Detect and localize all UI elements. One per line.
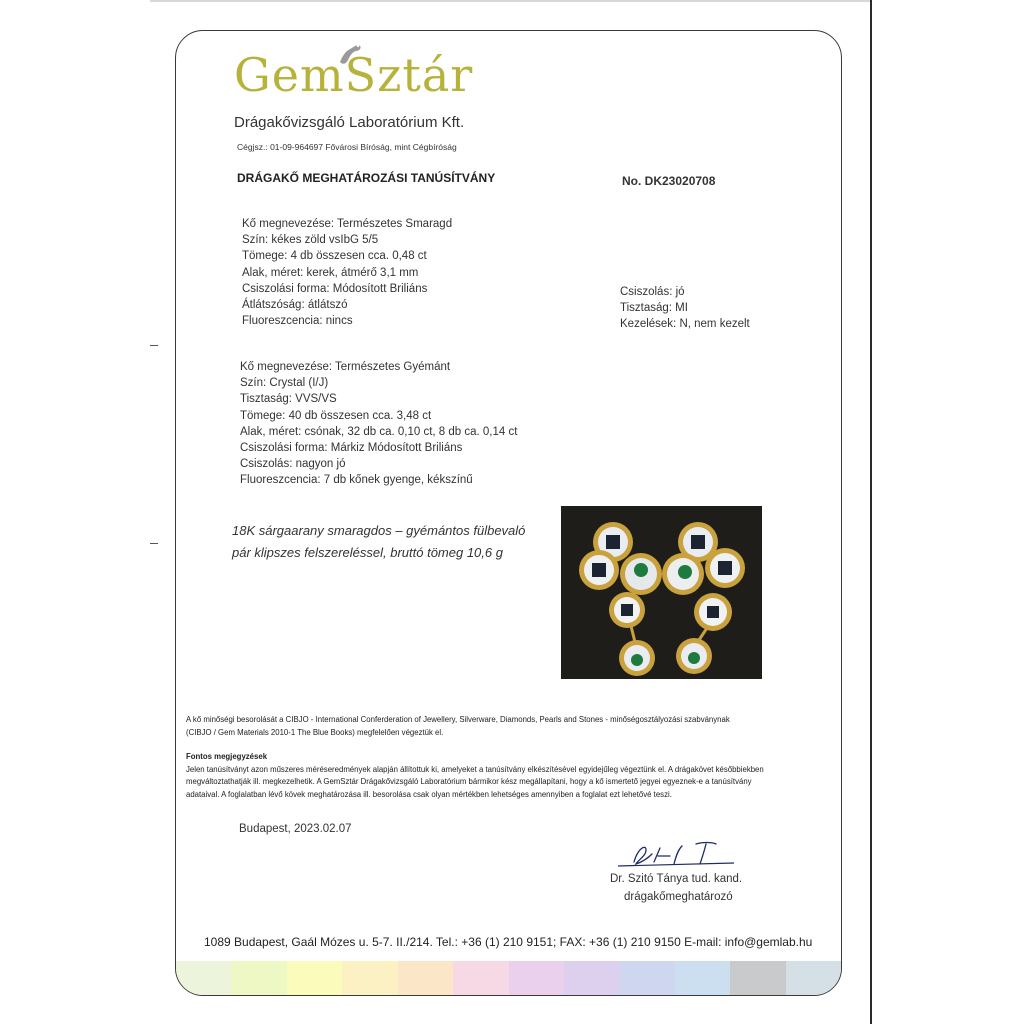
certificate-number: No. DK23020708: [622, 174, 716, 188]
important-notes: [186, 751, 764, 801]
color-swatch: [342, 961, 397, 996]
signer-name: Dr. Szitó Tánya tud. kand.: [610, 873, 743, 885]
color-calibration-strip: [176, 961, 841, 996]
fold-mark: [150, 345, 158, 346]
emerald-line: Kő megnevezése: Természetes Smaragd: [242, 218, 453, 230]
handwritten-signature: [612, 836, 740, 872]
notes-heading: Fontos megjegyzések: [186, 752, 268, 761]
diamond-details: [240, 359, 517, 489]
color-swatch: [176, 961, 231, 996]
scan-margin-left: [0, 0, 150, 1024]
fold-mark: [150, 543, 158, 544]
emerald-line: Átlátszóság: átlátszó: [242, 299, 348, 312]
emerald-line: Szín: kékes zöld vsIbG 5/5: [242, 234, 379, 247]
registration-text: Cégjsz.: 01-09-964697 Fővárosi Bíróság, mint Cégbíróság: [237, 142, 457, 152]
emerald-details: [242, 216, 452, 329]
certificate-title: DRÁGAKŐ MEGHATÁROZÁSI TANÚSÍTVÁNY: [237, 171, 496, 185]
scan-page-edge: [870, 0, 872, 1024]
emerald-line: Alak, méret: kerek, átmérő 3,1 mm: [242, 266, 419, 279]
earrings-illustration: [561, 506, 762, 679]
color-swatch: [509, 961, 564, 996]
signer-role: drágakőmeghatározó: [624, 891, 733, 903]
diamond-line: Alak, méret: csónak, 32 db ca. 0,10 ct, 8 db ca. 0,14 ct: [240, 425, 518, 438]
diamond-line: Tömege: 40 db összesen cca. 3,48 ct: [240, 409, 432, 422]
color-swatch: [619, 961, 674, 996]
item-description: [232, 520, 525, 564]
emerald-line: Tömege: 4 db összesen cca. 0,48 ct: [242, 250, 427, 263]
diamond-line: Csiszolási forma: Márkiz Módosított Briliáns: [240, 442, 463, 455]
standards-line: (CIBJO / Gem Materials 2010-1 The Blue Books) megfelelően végeztük el.: [186, 727, 444, 737]
diamond-line: Csiszolás: nagyon jó: [240, 458, 346, 471]
emerald-details-right: [620, 284, 750, 333]
color-swatch: [730, 961, 785, 996]
color-swatch: [786, 961, 841, 996]
emerald-line: Kezelések: N, nem kezelt: [620, 318, 750, 331]
diamond-line: Tisztaság: VVS/VS: [240, 393, 337, 406]
notes-line: adataival. A foglalatban lévő kövek meghatározása ill. besorolása csak olyan mértékben lehetséges amennyiben a foglalat ezt lehetővé teszi.: [186, 789, 672, 799]
scan-top-edge: [150, 0, 870, 2]
color-swatch: [231, 961, 286, 996]
color-swatch: [453, 961, 508, 996]
diamond-line: Szín: Crystal (I/J): [240, 377, 329, 390]
emerald-line: Csiszolási forma: Módosított Briliáns: [242, 282, 428, 295]
diamond-line: Fluoreszcencia: 7 db kőnek gyenge, kékszínű: [240, 474, 473, 487]
emerald-line: Tisztaság: MI: [620, 302, 688, 315]
color-swatch: [287, 961, 342, 996]
gecko-logo-icon: [336, 40, 364, 68]
color-swatch: [675, 961, 730, 996]
scan-margin-right: [856, 0, 1024, 1024]
notes-line: Jelen tanúsítványt azon műszeres méréseredmények alapján állítottuk ki, amelyeket a tanúsítvány elkészítésével egyidejűleg végeztünk el. A drágakövet későbbiekben: [186, 764, 764, 774]
logo-wordmark: GemSztár: [234, 48, 474, 102]
emerald-line: Csiszolás: jó: [620, 286, 685, 298]
lab-address: 1089 Budapest, Gaál Mózes u. 5-7. II./214. Tel.: +36 (1) 210 9151; FAX: +36 (1) 210 9150 E-mail: info@gemlab.hu: [204, 935, 813, 949]
standards-line: A kő minőségi besorolását a CIBJO - International Conferderation of Jewellery, Silverware, Diamonds, Pearls and Stones - minőségosztályozási szabványnak: [186, 715, 730, 724]
emerald-line: Fluoreszcencia: nincs: [242, 315, 353, 328]
notes-line: megváltoztathatják ill. megkezelhetik. A GemSztár Drágakővizsgáló Laboratórium bármikor kész megállapítani, hogy a kő ismertető jegyei egyeznek-e a tanúsítvány: [186, 777, 752, 786]
item-line: 18K sárgaarany smaragdos – gyémántos fülbevaló: [232, 523, 526, 538]
standards-paragraph: [186, 714, 730, 739]
color-swatch: [398, 961, 453, 996]
color-swatch: [564, 961, 619, 996]
earring-photo: [561, 506, 762, 679]
issue-date: Budapest, 2023.02.07: [239, 823, 352, 835]
diamond-line: Kő megnevezése: Természetes Gyémánt: [240, 361, 451, 373]
company-name: Drágakővizsgáló Laboratórium Kft.: [234, 114, 465, 131]
item-line: pár klipszes felszereléssel, bruttó tömeg 10,6 g: [232, 545, 503, 560]
